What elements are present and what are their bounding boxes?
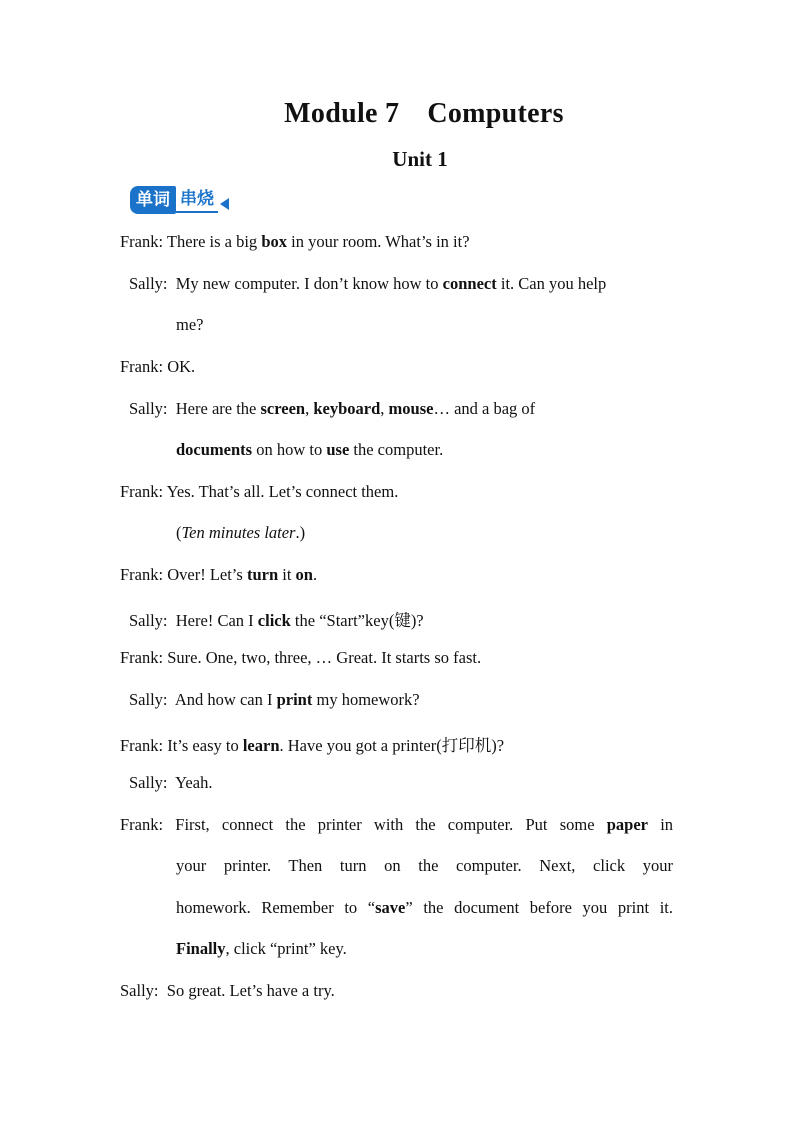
vocab-word: use [326,440,350,459]
dialogue-line [120,981,335,1001]
comma: , [305,399,310,418]
speaker: Sally: [129,611,168,630]
dialogue-line [129,607,424,631]
speaker: Frank: [120,736,164,755]
paren: .) [295,523,306,542]
line-text: on how to [256,440,323,459]
line-text: me? [176,315,204,334]
line-text: And how can I [174,690,273,709]
vocab-word: keyboard [313,399,381,418]
line-text: Here! Can I [175,611,254,630]
line-text: in your room. What’s in it? [291,232,470,251]
speaker: Sally: [120,981,159,1000]
dialogue-line [176,440,443,460]
vocab-word: click [257,611,291,630]
dialogue-line [129,274,606,294]
speaker: Frank: [120,648,164,667]
line-text: ” the document before you print it. [405,898,674,917]
speaker: Frank: [120,482,164,501]
line-text: the computer. [353,440,444,459]
module-number: Module 7 [284,98,400,129]
dialogue-line [120,482,398,502]
vocab-word: learn [242,736,280,755]
page-title [0,98,794,130]
vocab-word: box [261,232,287,251]
speaker: Sally: [129,274,168,293]
line-text: Over! Let’s [167,565,243,584]
badge-label-2: 串烧 [176,187,218,213]
vocab-word: on [295,565,313,584]
line-text: the “Start”key(键)? [294,611,424,630]
speaker: Sally: [129,690,168,709]
line-text: . Have you got a printer(打印机)? [279,736,505,755]
line-text: , click “print” key. [225,939,347,958]
dialogue-line [176,898,673,918]
dialogue-line [129,773,212,793]
line-text: it [282,565,292,584]
line-text: My new computer. I don’t know how to [175,274,439,293]
line-text: First, connect the printer with the computer. Put some [175,815,595,834]
vocab-word: Finally [176,939,226,958]
badge-arrow-icon [220,198,229,210]
unit-heading: Unit 1 [392,147,448,171]
line-text: my homework? [316,690,420,709]
vocabulary-badge [130,186,229,214]
speaker: Frank: [120,565,164,584]
speaker: Frank: [120,232,164,251]
line-text: it. Can you help [500,274,607,293]
line-text: Yeah. [175,773,213,792]
dialogue-line [176,856,673,876]
line-text: Here are the [175,399,257,418]
dialogue-line [120,732,504,756]
vocab-word: documents [176,440,253,459]
speaker: Frank: [120,357,164,376]
dialogue-line [176,939,347,959]
dialogue-line [120,357,195,377]
dialogue-line [176,315,203,335]
module-name: Computers [427,98,564,129]
paren: ( [176,523,182,542]
line-text: It’s easy to [167,736,239,755]
dialogue-line [129,690,420,710]
line-text: There is a big [166,232,258,251]
dialogue-line [120,648,481,668]
speaker: Sally: [129,399,168,418]
badge-label-1: 单词 [130,186,176,214]
dialogue-line [120,565,317,585]
vocab-word: screen [260,399,306,418]
vocab-word: turn [246,565,279,584]
dialogue-line [129,399,535,419]
line-text: homework. Remember to “ [176,898,376,917]
line-text: your printer. Then turn on the computer. Next, click your [176,856,673,875]
line-text: Yes. That’s all. Let’s connect them. [166,482,399,501]
vocab-word: mouse [388,399,434,418]
line-text: So great. Let’s have a try. [166,981,335,1000]
line-text: . [312,565,318,584]
line-text: Sure. One, two, three, … Great. It starts so fast. [167,648,482,667]
line-text: OK. [167,357,196,376]
italic-text: Ten minutes later [181,523,296,542]
line-text: in [660,815,674,834]
vocab-word: paper [606,815,648,834]
vocab-word: connect [442,274,497,293]
stage-direction [176,523,305,543]
dialogue-line [120,232,470,252]
vocab-word: save [375,898,406,917]
speaker: Frank: [120,815,164,834]
line-text: … and a bag of [433,399,536,418]
dialogue-line [120,815,673,835]
speaker: Sally: [129,773,168,792]
comma: , [380,399,385,418]
vocab-word: print [276,690,313,709]
